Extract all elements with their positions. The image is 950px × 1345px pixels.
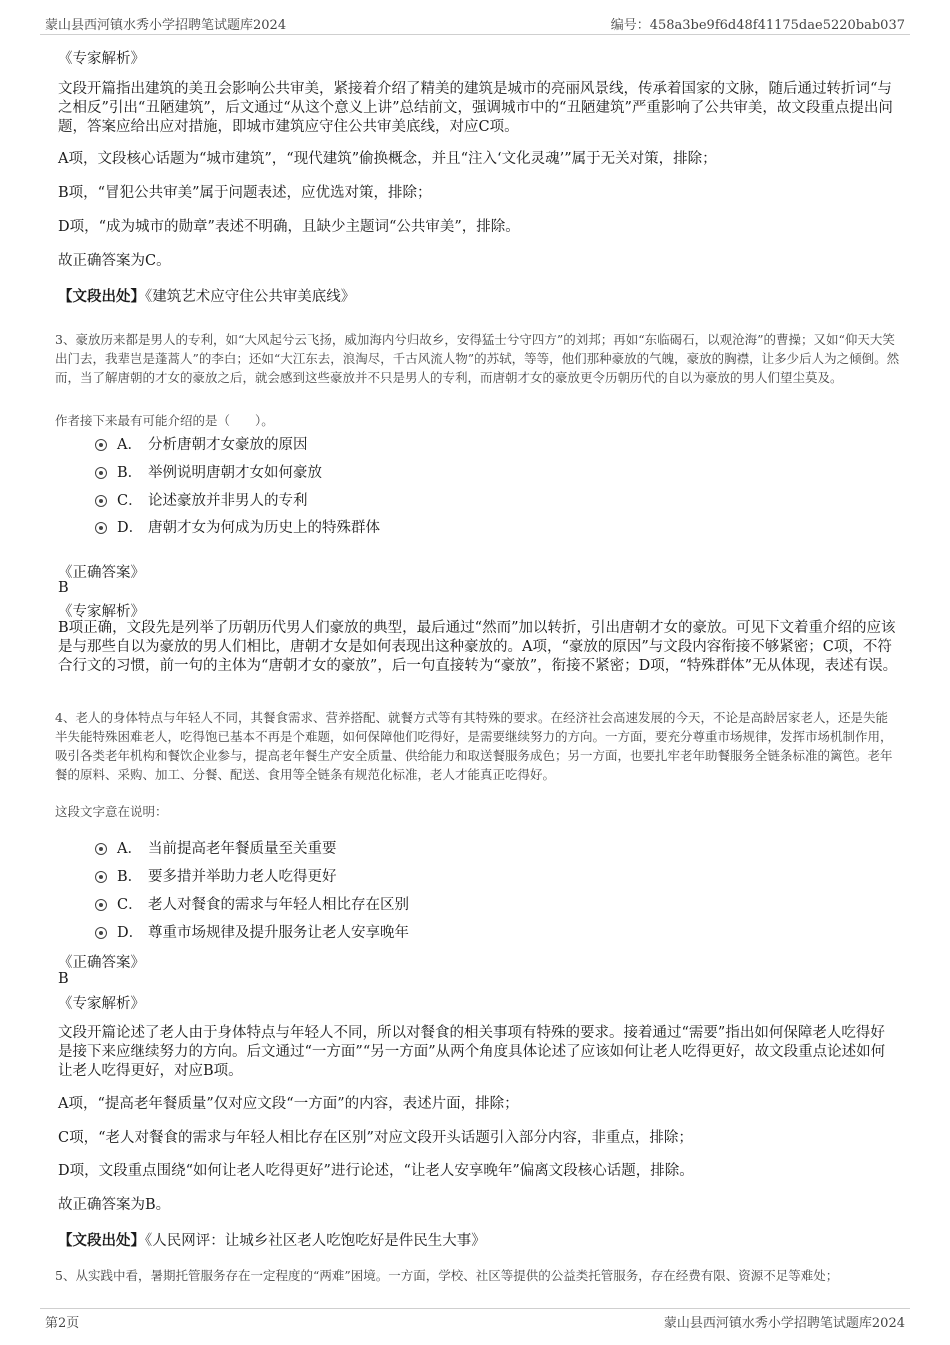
header-title: 蒙山县西河镇水秀小学招聘笔试题库2024 <box>45 18 287 33</box>
option-text: 论述豪放并非男人的专利 <box>148 493 308 509</box>
q4-analysis-paragraph: 文段开篇论述了老人由于身体特点与年轻人不同，所以对餐食的相关事项有特殊的要求。接着通过“需要”指出如何保障老人吃得好是接下来应继续努力的方向。后文通过“一方面”“另一方面”从两个角度具体论述了应该如何让老人吃得更好，故文段重点论述如何让老人吃得更好，对应B项。 <box>58 1025 886 1079</box>
option-text: 老人对餐食的需求与年轻人相比存在区别 <box>148 897 409 913</box>
q4-analysis-option-d: D项，文段重点围绕“如何让老人吃得更好”进行论述，“让老人安享晚年”偏离文段核心话题，排除。 <box>58 1163 694 1179</box>
q2-analysis-option-b: B项，“冒犯公共审美”属于问题表述，应优选对策，排除； <box>58 185 432 201</box>
q3-answer-label: 《正确答案》 <box>58 565 145 581</box>
q4-analysis-option-c: C项，“老人对餐食的需求与年轻人相比存在区别”对应文段开头话题引入部分内容，非重点，排除； <box>58 1130 693 1146</box>
option-text: 当前提高老年餐质量至关重要 <box>148 841 337 857</box>
q2-source-title: 《建筑艺术应守住公共审美底线》 <box>145 289 356 305</box>
q3-analysis-label: 《专家解析》 <box>58 604 145 620</box>
option-text: 要多措并举助力老人吃得更好 <box>148 869 337 885</box>
option-key: B． <box>117 869 143 885</box>
option-key: B． <box>117 465 143 481</box>
q4-analysis-option-a: A项，“提高老年餐质量”仅对应文段“一方面”的内容，表述片面，排除； <box>58 1096 519 1112</box>
radio-icon[interactable] <box>95 495 107 507</box>
radio-icon[interactable] <box>95 439 107 451</box>
q2-analysis-option-a: A项，文段核心话题为“城市建筑”，“现代建筑”偷换概念，并且“注入‘文化灵魂’”属于无关对策，排除； <box>58 151 717 167</box>
q4-source-tag: 【文段出处】 <box>58 1232 145 1249</box>
header-divider <box>40 34 910 35</box>
q4-conclusion: 故正确答案为B。 <box>58 1197 171 1213</box>
q2-conclusion: 故正确答案为C。 <box>58 253 171 269</box>
q2-analysis-label: 《专家解析》 <box>58 51 145 67</box>
header-code: 编号：458a3be9f6d48f41175dae5220bab037 <box>610 18 905 33</box>
radio-icon[interactable] <box>95 871 107 883</box>
footer-page-number: 第2页 <box>45 1316 80 1331</box>
radio-icon[interactable] <box>95 843 107 855</box>
option-key: D． <box>117 520 144 536</box>
option-text: 尊重市场规律及提升服务让老人安享晚年 <box>148 925 409 941</box>
q2-source-tag: 【文段出处】 <box>58 288 145 305</box>
radio-icon[interactable] <box>95 899 107 911</box>
q3-analysis: B项正确，文段先是列举了历朝历代男人们豪放的典型，最后通过“然而”加以转折，引出唐朝才女的豪放。可见下文着重介绍的应该是与那些自以为豪放的男人们相比，唐朝才女是如何表现出这种豪放的。A项，“豪放的原因”与文段内容衔接不够紧密；C项，不符合行文的习惯，前一句的主体为“唐朝才女的豪放”，后一句直接转为“豪放”，衔接不紧密；D项，“特殊群体”无从体现，表述有误。 <box>58 620 898 674</box>
q5-question: 5、从实践中看，暑期托管服务存在一定程度的“两难”困境。一方面，学校、社区等提供的公益类托管服务，存在经费有限、资源不足等难处； <box>55 1268 839 1283</box>
page-header <box>0 0 950 32</box>
footer-divider <box>40 1308 910 1309</box>
radio-icon[interactable] <box>95 522 107 534</box>
option-key: C． <box>117 897 143 913</box>
option-text: 分析唐朝才女豪放的原因 <box>148 437 308 453</box>
option-key: A． <box>117 437 142 453</box>
radio-icon[interactable] <box>95 927 107 939</box>
option-key: A． <box>117 841 142 857</box>
q4-answer-label: 《正确答案》 <box>58 955 145 971</box>
option-key: C． <box>117 493 143 509</box>
q3-answer: B <box>58 580 69 596</box>
radio-icon[interactable] <box>95 467 107 479</box>
q3-question: 3、豪放历来都是男人的专利，如“大风起兮云飞扬，威加海内兮归故乡，安得猛士兮守四方”的刘邦；再如“东临碣石，以观沧海”的曹操；又如“仰天大笑出门去，我辈岂是蓬蒿人”的李白；还如“大江东去，浪淘尽，千古风流人物”的苏轼，等等，他们那种豪放的气魄，豪放的胸襟，让多少后人为之倾倒。然而，当了解唐朝的才女的豪放之后，就会感到这些豪放并不只是男人的专利，而唐朝才女的豪放更令历朝历代的自以为豪放的男人们望尘莫及。 <box>55 332 900 385</box>
option-key: D． <box>117 925 144 941</box>
q2-analysis-paragraph: 文段开篇指出建筑的美丑会影响公共审美，紧接着介绍了精美的建筑是城市的亮丽风景线，传承着国家的文脉，随后通过转折词“与之相反”引出“丑陋建筑”，后文通过“从这个意义上讲”总结前文，强调城市中的“丑陋建筑”严重影响了公共审美，故文段重点提出问题，答案应给出应对措施，即城市建筑应守住公共审美底线，对应C项。 <box>58 81 893 135</box>
q2-source <box>58 285 355 306</box>
footer-title: 蒙山县西河镇水秀小学招聘笔试题库2024 <box>663 1316 905 1331</box>
q4-answer: B <box>58 971 69 987</box>
option-text: 举例说明唐朝才女如何豪放 <box>148 465 322 481</box>
q2-analysis-option-d: D项，“成为城市的勋章”表述不明确，且缺少主题词“公共审美”，排除。 <box>58 219 520 235</box>
q4-source <box>58 1229 486 1250</box>
q3-prompt: 作者接下来最有可能介绍的是（ ）。 <box>55 413 274 428</box>
q4-question: 4、老人的身体特点与年轻人不同，其餐食需求、营养搭配、就餐方式等有其特殊的要求。在经济社会高速发展的今天，不论是高龄居家老人，还是失能半失能特殊困难老人，吃得饱已基本不再是个难题，如何保障他们吃得好，是需要继续努力的方向。一方面，要充分尊重市场规律，发挥市场机制作用，吸引各类老年机构和餐饮企业参与，提高老年餐生产安全质量、供给能力和取送餐服务成色；另一方面，也要扎牢老年助餐服务全链条标准的篱笆。老年餐的原料、采购、加工、分餐、配送、食用等全链条有规范化标准，老人才能真正吃得好。 <box>55 710 893 782</box>
option-text: 唐朝才女为何成为历史上的特殊群体 <box>148 520 380 536</box>
q4-analysis-label: 《专家解析》 <box>58 996 145 1012</box>
q4-prompt: 这段文字意在说明： <box>55 804 168 819</box>
q4-source-title: 《人民网评：让城乡社区老人吃饱吃好是件民生大事》 <box>145 1233 486 1249</box>
